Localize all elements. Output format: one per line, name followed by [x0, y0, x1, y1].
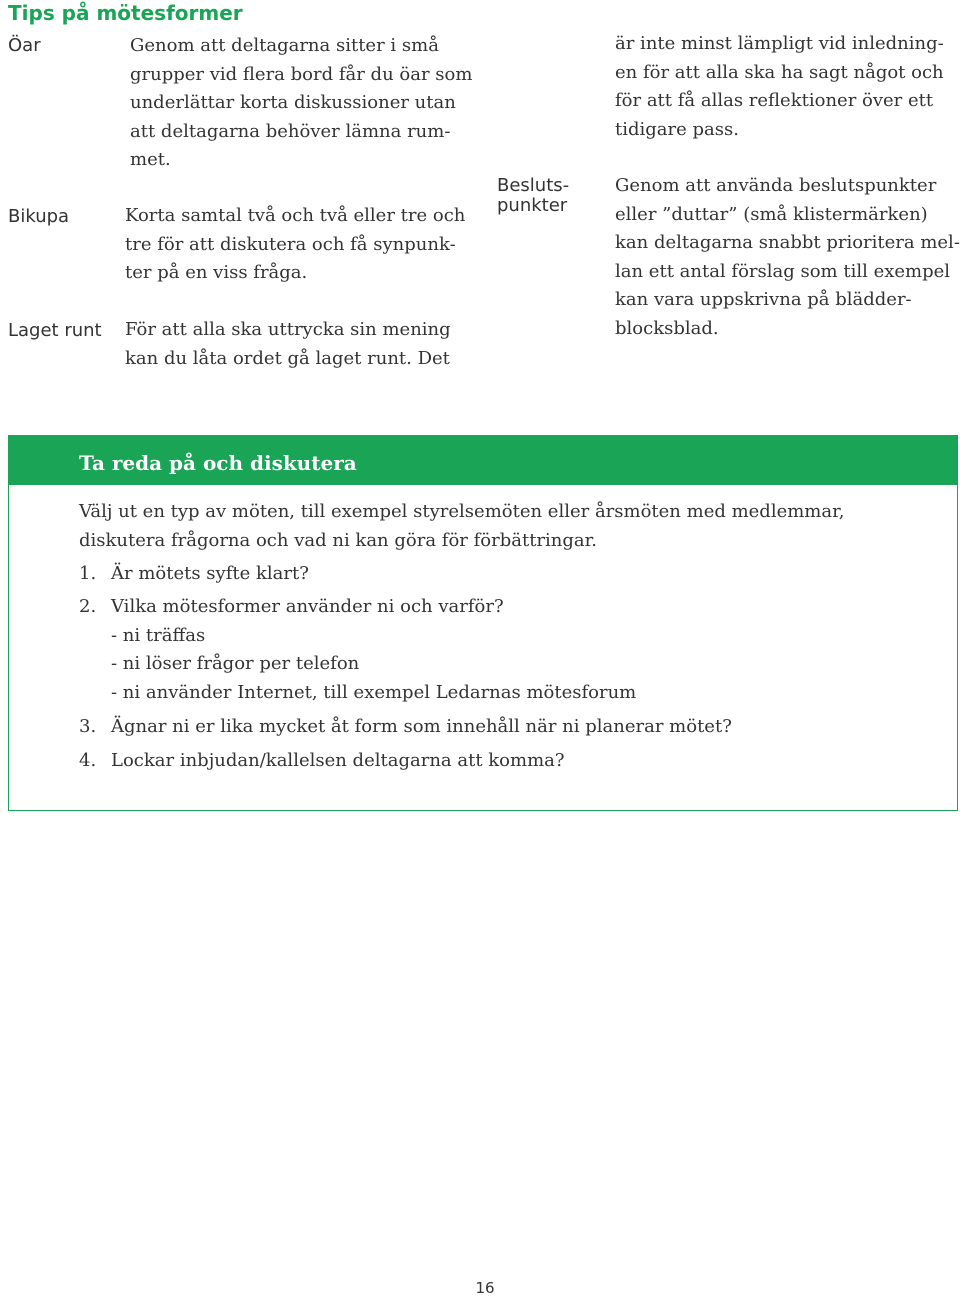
discussion-box-header	[9, 436, 957, 485]
term-beslutspunkter	[497, 176, 569, 216]
desc-line: tre för att diskutera och få synpunk-	[125, 233, 456, 255]
desc-line: Genom att deltagarna sitter i små	[130, 35, 439, 56]
desc-line: är inte minst lämpligt vid inledning-	[615, 33, 944, 54]
sub-item: - ni använder Internet, till exempel Ledarnas mötesforum	[111, 682, 637, 703]
intro-line: diskutera frågorna och vad ni kan göra för förbättringar.	[79, 529, 597, 551]
desc-line: för att få allas reflektioner över ett	[615, 90, 934, 111]
term-bikupa: Bikupa	[8, 206, 70, 227]
desc-line: kan deltagarna snabbt prioritera mel-	[615, 232, 960, 253]
desc-laget-runt	[125, 316, 451, 373]
term-line: Besluts-	[497, 175, 570, 196]
sub-item: - ni träffas	[111, 625, 206, 646]
term-line: punkter	[497, 195, 568, 216]
question-text: Är mötets syfte klart?	[111, 563, 309, 584]
desc-line: Korta samtal två och två eller tre och	[125, 205, 466, 226]
page-number: 16	[475, 1279, 495, 1297]
desc-line: För att alla ska uttrycka sin mening	[125, 319, 451, 340]
discussion-box-title: Ta reda på och diskutera	[79, 451, 357, 475]
desc-line: Genom att använda beslutspunkter	[615, 175, 937, 196]
question-number: 2.	[79, 596, 97, 617]
desc-line: met.	[130, 149, 171, 170]
desc-line: kan du låta ordet gå laget runt. Det	[125, 347, 450, 369]
question-number: 3.	[79, 716, 97, 737]
question-item	[79, 748, 565, 774]
desc-line: att deltagarna behöver lämna rum-	[130, 120, 451, 142]
desc-line: grupper vid flera bord får du öar som	[130, 63, 473, 85]
intro-line: Välj ut en typ av möten, till exempel styrelsemöten eller årsmöten med medlemmar,	[79, 501, 845, 522]
term-laget-runt: Laget runt	[8, 320, 102, 341]
desc-oar	[130, 32, 472, 175]
term-oar: Öar	[8, 35, 41, 56]
desc-line: blocksblad.	[615, 317, 719, 339]
desc-line: eller ”duttar” (små klistermärken)	[615, 203, 928, 225]
desc-line: en för att alla ska ha sagt något och	[615, 61, 944, 83]
discussion-box	[8, 435, 958, 811]
question-item	[79, 594, 504, 620]
question-item	[79, 714, 732, 740]
question-text: Lockar inbjudan/kallelsen deltagarna att komma?	[111, 750, 565, 771]
page-title: Tips på mötesformer	[8, 1, 243, 25]
sub-item: - ni löser frågor per telefon	[111, 653, 360, 674]
desc-line: underlättar korta diskussioner utan	[130, 92, 456, 113]
question-text: Vilka mötesformer använder ni och varför?	[111, 596, 504, 617]
desc-beslutspunkter	[615, 172, 960, 343]
question-number: 4.	[79, 750, 97, 771]
question-text: Ägnar ni er lika mycket åt form som innehåll när ni planerar mötet?	[111, 716, 732, 737]
desc-line: ter på en viss fråga.	[125, 262, 308, 283]
desc-line: kan vara uppskrivna på blädder-	[615, 289, 912, 310]
question-item	[79, 561, 309, 587]
desc-continuation	[615, 30, 944, 144]
desc-line: lan ett antal förslag som till exempel	[615, 260, 951, 282]
discussion-intro	[79, 498, 844, 555]
desc-line: tidigare pass.	[615, 118, 739, 140]
desc-bikupa	[125, 202, 465, 288]
question-number: 1.	[79, 563, 97, 584]
